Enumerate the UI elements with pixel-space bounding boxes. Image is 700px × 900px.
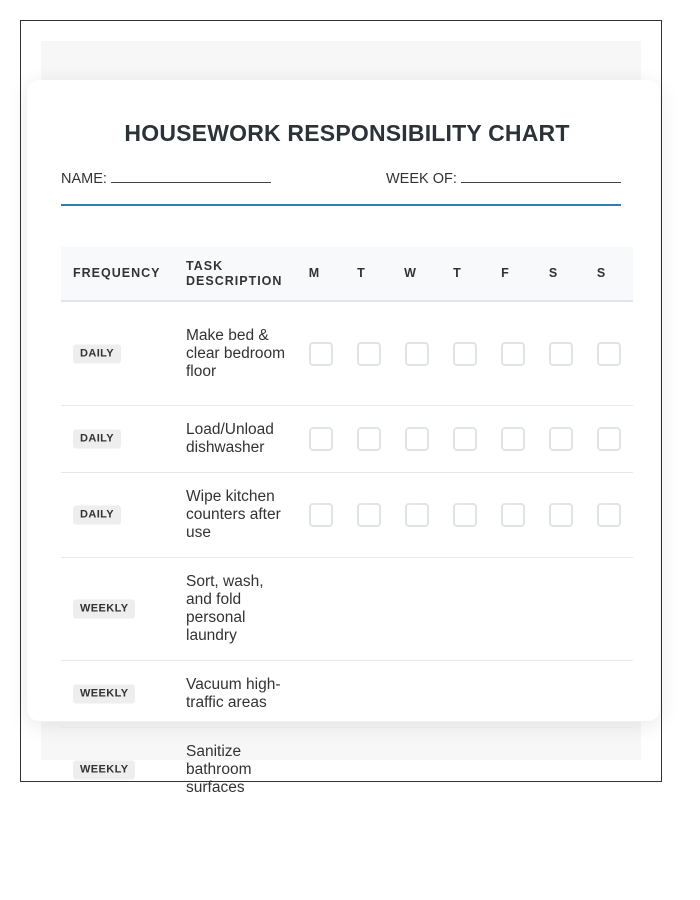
header-divider bbox=[61, 204, 621, 206]
checkbox-monday[interactable] bbox=[309, 342, 333, 366]
checkbox-thursday[interactable] bbox=[453, 427, 477, 451]
checkbox-friday[interactable] bbox=[501, 427, 525, 451]
table-row bbox=[61, 473, 633, 558]
checkbox-saturday[interactable] bbox=[549, 427, 573, 451]
name-field[interactable] bbox=[61, 169, 271, 187]
column-header-tuesday: T bbox=[357, 266, 365, 280]
frequency-badge: DAILY bbox=[73, 430, 121, 449]
checkbox-friday[interactable] bbox=[501, 342, 525, 366]
task-description: Make bed & clear bedroom floor bbox=[186, 326, 286, 380]
checkbox-monday[interactable] bbox=[309, 427, 333, 451]
column-header-monday: M bbox=[308, 266, 320, 280]
name-label: NAME: bbox=[61, 171, 107, 187]
meta-fields bbox=[61, 169, 621, 189]
checkbox-friday[interactable] bbox=[501, 503, 525, 527]
task-description: Vacuum high-traffic areas bbox=[186, 676, 281, 711]
checkbox-monday[interactable] bbox=[309, 503, 333, 527]
week-of-blank-line[interactable] bbox=[461, 169, 621, 183]
column-header-friday: F bbox=[501, 266, 509, 280]
frequency-badge: DAILY bbox=[73, 506, 121, 525]
table-row bbox=[61, 661, 633, 728]
task-description: Wipe kitchen counters after use bbox=[186, 488, 281, 541]
name-blank-line[interactable] bbox=[111, 169, 271, 183]
frequency-badge: WEEKLY bbox=[73, 761, 135, 780]
week-of-field[interactable] bbox=[386, 169, 621, 187]
frequency-badge: DAILY bbox=[73, 344, 121, 363]
checkbox-thursday[interactable] bbox=[453, 342, 477, 366]
table-row bbox=[61, 302, 633, 406]
checkbox-wednesday[interactable] bbox=[405, 503, 429, 527]
frequency-badge: WEEKLY bbox=[73, 685, 135, 704]
column-header-frequency: FREQUENCY bbox=[73, 266, 161, 280]
checkbox-thursday[interactable] bbox=[453, 503, 477, 527]
week-of-label: WEEK OF: bbox=[386, 171, 457, 187]
column-header-sunday: S bbox=[596, 266, 606, 280]
checkbox-sunday[interactable] bbox=[597, 503, 621, 527]
page-title: HOUSEWORK RESPONSIBILITY CHART bbox=[124, 120, 570, 146]
table-header bbox=[61, 247, 633, 302]
checkbox-sunday[interactable] bbox=[597, 342, 621, 366]
table-row bbox=[61, 406, 633, 473]
frequency-badge: WEEKLY bbox=[73, 600, 135, 619]
checkbox-saturday[interactable] bbox=[549, 503, 573, 527]
chore-table bbox=[61, 247, 633, 812]
task-description: Sort, wash, and fold personal laundry bbox=[186, 573, 264, 644]
table-row bbox=[61, 728, 633, 812]
checkbox-wednesday[interactable] bbox=[405, 342, 429, 366]
checkbox-saturday[interactable] bbox=[549, 342, 573, 366]
task-description: Sanitize bathroom surfaces bbox=[186, 743, 252, 796]
checkbox-tuesday[interactable] bbox=[357, 503, 381, 527]
day-checkboxes bbox=[297, 342, 633, 366]
column-header-thursday: T bbox=[453, 266, 461, 280]
column-header-wednesday: W bbox=[404, 266, 416, 280]
table-row bbox=[61, 558, 633, 661]
column-header-saturday: S bbox=[548, 266, 558, 280]
day-checkboxes bbox=[297, 503, 633, 527]
checkbox-tuesday[interactable] bbox=[357, 427, 381, 451]
checkbox-tuesday[interactable] bbox=[357, 342, 381, 366]
task-description: Load/Unload dishwasher bbox=[186, 421, 274, 456]
checkbox-sunday[interactable] bbox=[597, 427, 621, 451]
day-checkboxes bbox=[297, 427, 633, 451]
column-header-task: TASK DESCRIPTION bbox=[186, 258, 283, 288]
checkbox-wednesday[interactable] bbox=[405, 427, 429, 451]
